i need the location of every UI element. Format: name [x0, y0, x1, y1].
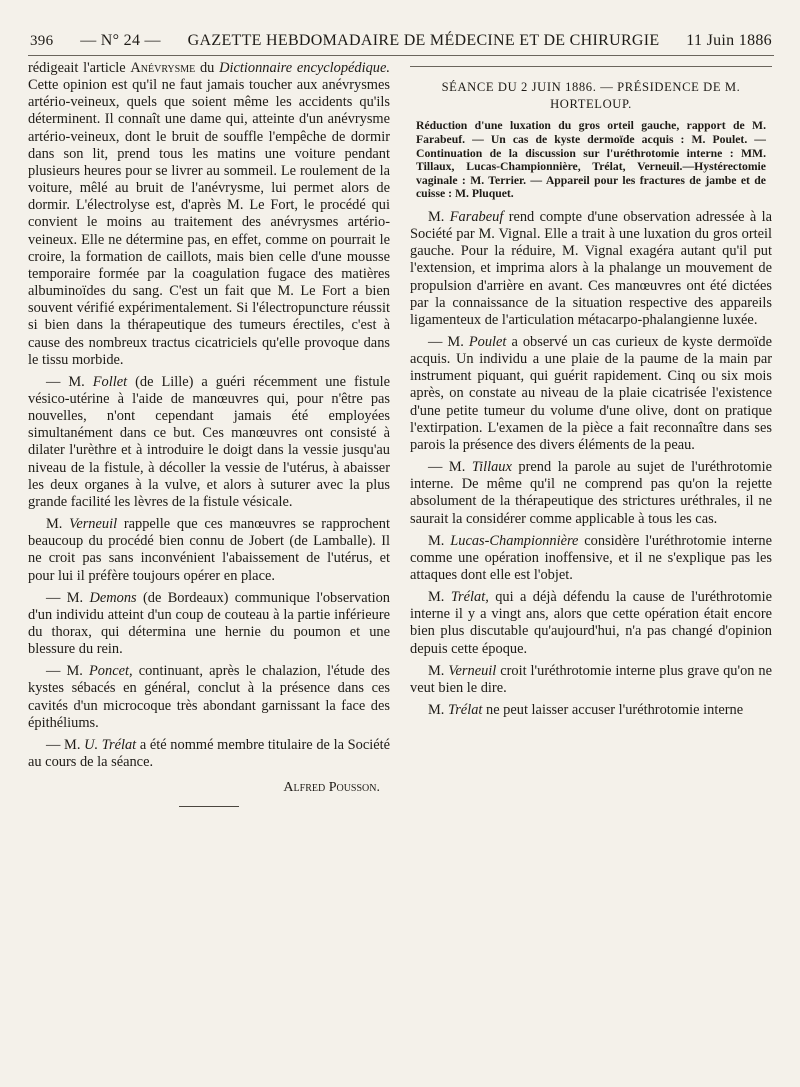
- paragraph: — M. Demons (de Bordeaux) communique l'observation d'un individu atteint d'un coup de couteau à la partie inférieure du thorax, qui détermina une hernie du poumon et une blessure du rein.: [28, 589, 390, 658]
- right-column: [410, 60, 772, 807]
- divider: [179, 806, 239, 807]
- issue-date: 11 Juin 1886: [686, 32, 772, 49]
- paragraph: — M. Poulet a observé un cas curieux de kyste dermoïde acquis. Un individu a une plaie de la paume de la main par instrument piquant, qui guérit rapidement. Cinq ou six mois après, on constate au niveau de la plaie cicatrisée l'existence d'une petite tumeur du volume d'une olive, dont on pratique l'extirpation. L'examen de la pièce a fait reconnaître dans ses parois la présence des divers éléments de la peau.: [410, 333, 772, 453]
- issue-number: — N° 24 —: [80, 32, 161, 49]
- paragraph: M. Verneuil croit l'uréthrotomie interne plus grave qu'on ne veut bien le dire.: [410, 662, 772, 696]
- session-title: SÉANCE DU 2 JUIN 1886. — PRÉSIDENCE DE M. HORTELOUP.: [410, 66, 772, 113]
- running-header: [28, 32, 774, 56]
- paragraph: M. Trélat ne peut laisser accuser l'uréthrotomie interne: [428, 702, 744, 719]
- paragraph: M. Trélat, qui a déjà défendu la cause de l'uréthrotomie interne il y a vingt ans, alors que cette opération était encore bien plus discutable qu'aujourd'hui, n'a pas changé d'opinion depuis cette époque.: [410, 589, 772, 657]
- session-summary: Réduction d'une luxation du gros orteil gauche, rapport de M. Farabeuf. — Un cas de kyste dermoïde acquis : M. Poulet. — Continuation de la discussion sur l'uréthrotomie interne : MM. Tillaux, Lucas-Championnière, Trélat, Verneuil.—Hystérectomie vaginale : M. Terrier. — Appareil pour les fractures de jambe et de cuisse : M. Pluquet.: [416, 119, 766, 201]
- author-signature: Alfred Pousson.: [283, 780, 380, 796]
- paragraph: — M. Follet (de Lille) a guéri récemment une fistule vésico-utérine à l'aide de manœuvres qui, pour n'être pas nouvelles, n'ont cependant jamais été employées simultanément dans ce but. Ces manœuvres ont consisté à dilater l'urèthre et à introduire le doigt dans la vessie jusqu'au niveau de la fistule, à décoller la vessie de l'utérus, à abaisser les deux organes à la vulve, et alors à suturer avec la plus grande facilité les lèvres de la fistule vésicale.: [28, 373, 390, 510]
- paragraph: — M. Tillaux prend la parole au sujet de l'uréthrotomie interne. De même qu'il ne comprend pas qu'on la rejette absolument de la thérapeutique des strictures uréthrales, il ne saurait la considérer comme applicable à tous les cas.: [410, 459, 772, 527]
- paragraph: M. Verneuil rappelle que ces manœuvres se rapprochent beaucoup du procédé bien connu de Jobert (de Lamballe). Il ne croit pas sans inconvénient l'abaissement de l'utérus, et pour lui il préfère toujours opérer en place.: [28, 516, 390, 584]
- paragraph: M. Lucas-Championnière considère l'uréthrotomie interne comme une opération inoffensive, et il ne s'explique pas les attaques dont elle est l'objet.: [410, 532, 772, 583]
- left-column: [28, 60, 390, 807]
- paragraph: — M. Poncet, continuant, après le chalazion, l'étude des kystes sébacés en général, conclut à la présence dans ces cavités d'un microcoque très abondant garnissant la face des épithéliums.: [28, 663, 390, 731]
- paragraph: — M. U. Trélat a été nommé membre titulaire de la Société au cours de la séance.: [28, 736, 390, 771]
- article-columns: [28, 60, 774, 807]
- journal-title: GAZETTE HEBDOMADAIRE DE MÉDECINE ET DE CHIRURGIE: [187, 32, 660, 49]
- paragraph: M. Farabeuf rend compte d'une observation adressée à la Société par M. Vignal. Elle a trait à une luxation du gros orteil gauche. Pour la réduire, M. Vignal exagéra autant qu'il put l'extension, et imprima alors à la phalange un mouvement de propulsion d'arrière en avant. Ces manœuvres ont été dictées par la connaissance de la situation respective des appareils ligamenteux de l'articulation métacarpo-phalangienne luxée.: [410, 208, 772, 328]
- page-number: 396: [30, 33, 54, 49]
- paragraph: rédigeait l'article Anévrysme du Dictionnaire encyclopédique. Cette opinion est qu'il ne faut jamais toucher aux anévrysmes artério-veineux, quels que soient même les accidents qu'ils déterminent. Il connaît une dame qui, atteinte d'un anévrysme artério-veineux, dont le bruit de souffle l'empêche de dormir dans son lit, prend tous les matins une voiture pendant plusieurs heures pour se livrer au sommeil. Le roulement de la voiture, mêlé au bruit de l'anévrysme, lui permet alors de dormir. L'électrolyse est, d'après M. Le Fort, le procédé qui convient le moins au traitement des anévrysmes artério-veineux. Elle ne détermine pas, en effet, comme on pourrait le croire, la formation de caillots, mais bien celle d'une mousse temporaire formée par la coagulation fugace des matières albuminoïdes du sang. C'est un fait que M. Le Fort a bien souvent vérifié expérimentalement. Si l'électropuncture réussit si bien dans la thérapeutique des tumeurs érectiles, c'est à cause des nombreux tractus cicatriciels qu'elle provoque dans le tissu morbide.: [28, 60, 390, 368]
